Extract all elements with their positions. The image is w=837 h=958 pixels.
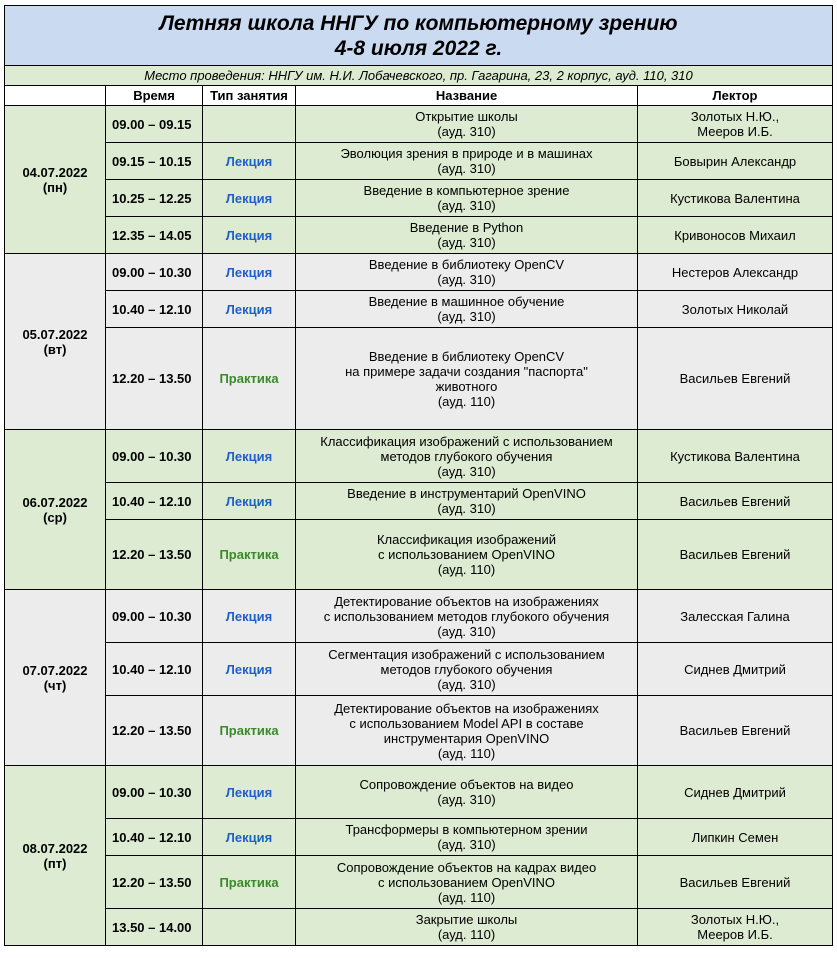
session-name-line: с использованием OpenVINO (377, 547, 556, 562)
session-name-line: Введение в библиотеку OpenCV (368, 257, 565, 272)
lecturer-name: Васильев Евгений (679, 547, 791, 562)
lecturer-cell (638, 180, 833, 217)
time-cell: 09.15 – 10.15 (106, 143, 203, 180)
session-name-line: животного (435, 378, 498, 394)
session-name-cell (296, 643, 638, 696)
session-name-line: Сегментация изображений с использованием (328, 646, 605, 662)
page-title (5, 6, 833, 66)
session-name-line: методов глубокого обучения (380, 661, 553, 677)
session-name-cell (296, 430, 638, 483)
table-row (5, 106, 833, 143)
schedule-sheet (4, 5, 832, 946)
type-cell: Практика (203, 520, 296, 590)
time-cell: 10.40 – 12.10 (106, 819, 203, 856)
type-cell (203, 106, 296, 143)
session-name-line: на примере задачи создания "паспорта" (345, 363, 588, 379)
table-row (5, 766, 833, 819)
lecturer-cell (638, 254, 833, 291)
session-name-cell (296, 696, 638, 766)
session-name-line: (ауд. 310) (437, 463, 496, 479)
lecturer-name: Васильев Евгений (679, 874, 791, 890)
session-name-cell (296, 520, 638, 590)
session-name-line: с использованием Model API в составе (349, 715, 584, 731)
session-name-line: (ауд. 110) (437, 393, 496, 409)
type-cell: Лекция (203, 291, 296, 328)
table-row (5, 328, 833, 430)
lecturer-name: Васильев Евгений (679, 723, 791, 738)
time-cell: 12.20 – 13.50 (106, 328, 203, 430)
lecturer-cell (638, 696, 833, 766)
header-lecturer: Лектор (638, 86, 833, 106)
lecturer-cell (638, 328, 833, 430)
lecturer-cell (638, 819, 833, 856)
time-cell: 13.50 – 14.00 (106, 909, 203, 946)
venue-info: Место проведения: ННГУ им. Н.И. Лобачевского, пр. Гагарина, 23, 2 корпус, ауд. 110, 310 (5, 66, 833, 86)
table-row (5, 483, 833, 520)
time-cell: 09.00 – 10.30 (106, 766, 203, 819)
lecturer-name: Золотых Н.Ю., (690, 109, 780, 124)
session-name-line: с использованием методов глубокого обучения (323, 608, 610, 624)
lecturer-cell (638, 143, 833, 180)
table-row (5, 217, 833, 254)
table-row (5, 254, 833, 291)
lecturer-name: Бовырин Александр (673, 153, 797, 169)
session-name-cell (296, 254, 638, 291)
session-name-line: (ауд. 110) (437, 927, 496, 942)
lecturer-name: Кустикова Валентина (670, 190, 800, 206)
session-name-line: (ауд. 310) (437, 161, 496, 176)
session-name-line: (ауд. 310) (437, 623, 496, 639)
lecturer-name: Кустикова Валентина (670, 448, 800, 464)
time-cell: 09.00 – 10.30 (106, 254, 203, 291)
session-name-cell (296, 180, 638, 217)
table-row (5, 520, 833, 590)
lecturer-cell (638, 430, 833, 483)
table-row (5, 430, 833, 483)
table-row (5, 590, 833, 643)
session-name-cell (296, 766, 638, 819)
lecturer-name: Кривоносов Михаил (674, 227, 796, 243)
type-cell: Лекция (203, 643, 296, 696)
session-name-line: (ауд. 310) (437, 837, 496, 852)
lecturer-name: Липкин Семен (691, 829, 779, 845)
time-cell: 12.35 – 14.05 (106, 217, 203, 254)
lecturer-cell (638, 520, 833, 590)
session-name-cell (296, 328, 638, 430)
header-name: Название (296, 86, 638, 106)
session-name-line: Сопровождение объектов на видео (359, 777, 574, 792)
session-name-cell (296, 819, 638, 856)
session-name-cell (296, 590, 638, 643)
session-name-line: Эволюция зрения в природе и в машинах (340, 146, 593, 161)
type-cell: Практика (203, 328, 296, 430)
day-weekday: (ср) (43, 509, 67, 525)
time-cell: 09.00 – 10.30 (106, 590, 203, 643)
session-name-line: с использованием OpenVINO (377, 874, 556, 890)
session-name-line: Введение в компьютерное зрение (363, 183, 570, 198)
time-cell: 12.20 – 13.50 (106, 696, 203, 766)
table-row (5, 643, 833, 696)
session-name-cell (296, 483, 638, 520)
session-name-line: (ауд. 310) (437, 124, 496, 139)
lecturer-name: Васильев Евгений (679, 493, 791, 509)
header-row (5, 86, 833, 106)
table-row (5, 143, 833, 180)
time-cell: 10.25 – 12.25 (106, 180, 203, 217)
lecturer-cell (638, 483, 833, 520)
lecturer-cell (638, 856, 833, 909)
session-name-line: Закрытие школы (415, 912, 518, 927)
session-name-line: Введение в инструментарий OpenVINO (347, 486, 586, 501)
session-name-line: Введение в машинное обучение (368, 294, 565, 309)
type-cell: Лекция (203, 254, 296, 291)
lecturer-cell (638, 217, 833, 254)
table-row (5, 856, 833, 909)
session-name-line: (ауд. 310) (437, 198, 496, 213)
session-name-cell (296, 909, 638, 946)
session-name-line: (ауд. 310) (437, 676, 496, 692)
type-cell: Лекция (203, 180, 296, 217)
type-cell: Практика (203, 696, 296, 766)
session-name-cell (296, 217, 638, 254)
time-cell: 12.20 – 13.50 (106, 856, 203, 909)
title-line-2: 4-8 июля 2022 г. (334, 36, 503, 60)
day-weekday: (пн) (42, 179, 68, 195)
session-name-line: Открытие школы (415, 109, 518, 124)
lecturer-name: Мееров И.Б. (697, 124, 773, 139)
lecturer-name: Сиднев Дмитрий (684, 661, 786, 677)
time-cell: 10.40 – 12.10 (106, 483, 203, 520)
type-cell: Лекция (203, 430, 296, 483)
lecturer-name: Залесская Галина (680, 608, 790, 624)
type-cell: Лекция (203, 483, 296, 520)
session-name-line: методов глубокого обучения (380, 448, 553, 464)
lecturer-name: Золотых Н.Ю., (690, 912, 780, 927)
table-row (5, 696, 833, 766)
table-row (5, 180, 833, 217)
session-name-line: Детектирование объектов на изображениях (334, 700, 599, 716)
header-time: Время (106, 86, 203, 106)
lecturer-cell (638, 643, 833, 696)
lecturer-cell (638, 909, 833, 946)
session-name-cell (296, 106, 638, 143)
day-weekday: (пт) (43, 855, 67, 871)
day-date: 04.07.2022 (22, 164, 88, 180)
lecturer-cell (638, 590, 833, 643)
session-name-line: Введение в библиотеку OpenCV (368, 348, 565, 364)
session-name-cell (296, 856, 638, 909)
table-row (5, 819, 833, 856)
day-date: 08.07.2022 (22, 840, 88, 856)
time-cell: 09.00 – 10.30 (106, 430, 203, 483)
session-name-line: (ауд. 110) (437, 889, 496, 905)
time-cell: 12.20 – 13.50 (106, 520, 203, 590)
session-name-line: (ауд. 310) (437, 309, 496, 324)
time-cell: 10.40 – 12.10 (106, 643, 203, 696)
session-name-cell (296, 291, 638, 328)
lecturer-name: Нестеров Александр (671, 264, 799, 280)
session-name-line: (ауд. 110) (437, 562, 496, 577)
table-row (5, 909, 833, 946)
day-date-cell (5, 254, 106, 430)
type-cell (203, 909, 296, 946)
lecturer-name: Мееров И.Б. (697, 927, 773, 942)
session-name-line: Классификация изображений (376, 532, 556, 547)
title-line-1: Летняя школа ННГУ по компьютерному зрению (159, 11, 678, 35)
session-name-line: Трансформеры в компьютерном зрении (345, 822, 588, 837)
session-name-line: (ауд. 310) (437, 792, 496, 807)
time-cell: 09.00 – 09.15 (106, 106, 203, 143)
lecturer-cell (638, 766, 833, 819)
day-date-cell (5, 590, 106, 766)
day-date: 07.07.2022 (22, 662, 88, 678)
type-cell: Практика (203, 856, 296, 909)
session-name-line: Классификация изображений с использованием (320, 433, 613, 449)
day-date: 06.07.2022 (22, 494, 88, 510)
lecturer-name: Васильев Евгений (679, 371, 791, 386)
session-name-line: Сопровождение объектов на кадрах видео (336, 859, 597, 875)
lecturer-cell (638, 291, 833, 328)
session-name-cell (296, 143, 638, 180)
lecturer-name: Золотых Николай (681, 301, 789, 317)
type-cell: Лекция (203, 819, 296, 856)
day-date-cell (5, 766, 106, 946)
table-row (5, 291, 833, 328)
type-cell: Лекция (203, 766, 296, 819)
header-date (5, 86, 106, 106)
session-name-line: Введение в Python (409, 220, 524, 235)
day-date-cell (5, 106, 106, 254)
session-name-line: инструментария OpenVINO (383, 730, 550, 746)
day-date: 05.07.2022 (22, 326, 88, 342)
lecturer-name: Сиднев Дмитрий (684, 784, 786, 800)
session-name-line: Детектирование объектов на изображениях (334, 593, 599, 609)
type-cell: Лекция (203, 590, 296, 643)
day-date-cell (5, 430, 106, 590)
session-name-line: (ауд. 310) (437, 272, 496, 287)
type-cell: Лекция (203, 217, 296, 254)
day-weekday: (вт) (43, 341, 67, 357)
session-name-line: (ауд. 310) (437, 235, 496, 250)
day-weekday: (чт) (43, 677, 67, 693)
session-name-line: (ауд. 110) (437, 745, 496, 761)
session-name-line: (ауд. 310) (437, 501, 496, 516)
lecturer-cell (638, 106, 833, 143)
type-cell: Лекция (203, 143, 296, 180)
time-cell: 10.40 – 12.10 (106, 291, 203, 328)
header-type: Тип занятия (203, 86, 296, 106)
schedule-table (4, 5, 833, 946)
